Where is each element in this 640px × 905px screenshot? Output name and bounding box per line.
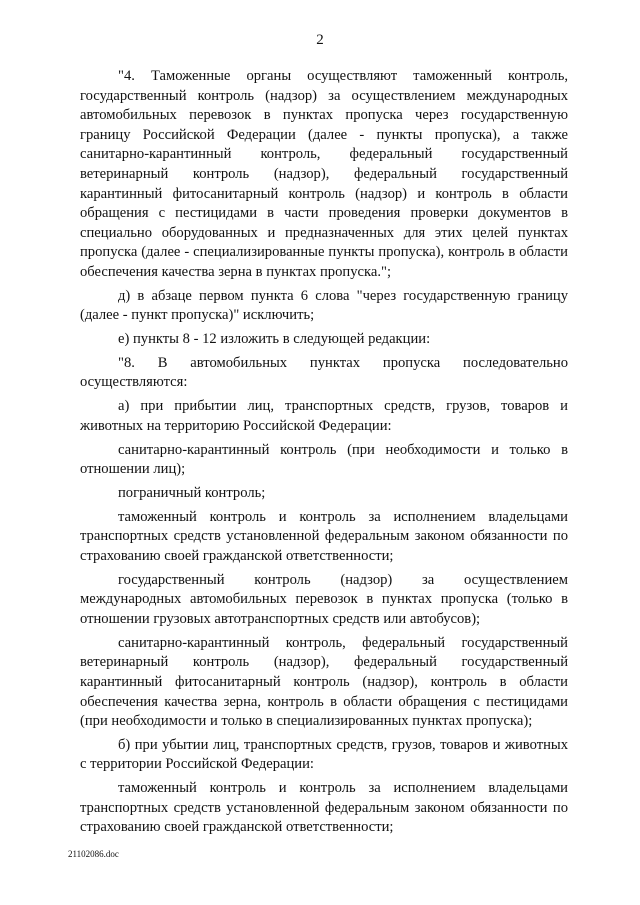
paragraph-sanitary-control: санитарно-карантинный контроль (при необходимости и только в отношении лиц); [80, 441, 568, 478]
document-body [80, 67, 568, 842]
page-number: 2 [316, 32, 324, 48]
paragraph-subitem-d: д) в абзаце первом пункта 6 слова "через государственную границу (далее - пункт пропуска)" исключить; [80, 287, 568, 324]
paragraph-subitem-b-departure: б) при убытии лиц, транспортных средств, грузов, товаров и животных с территории Российской Федерации: [80, 736, 568, 773]
paragraph-specialized-controls: санитарно-карантинный контроль, федеральный государственный ветеринарный контроль (надзор), федеральный государственный карантинный фитосанитарный контроль (надзор), контроль в области обеспечения качества зерна, контроль в области обращения с пестицидами (при необходимости и только в специализированных пунктах пропуска); [80, 634, 568, 730]
paragraph-subitem-e: е) пункты 8 - 12 изложить в следующей редакции: [118, 331, 431, 348]
paragraph-item-4-customs: "4. Таможенные органы осуществляют таможенный контроль, государственный контроль (надзор) за осуществлением международных автомобильных перевозок в пунктах пропуска через государственную границу Российской Федерации (далее - пункты пропуска), а также санитарно-карантинный контроль, федеральный государственный ветеринарный контроль (надзор), федеральный государственный карантинный фитосанитарный контроль (надзор) и контроль в области обращения с пестицидами в части проведения проверки документов в специально оборудованных и предназначенных для этих целей пунктах пропуска (далее - специализированные пункты пропуска), контроль в области обеспечения качества зерна в пунктах пропуска."; [80, 68, 568, 280]
document-code: 21102086.doc [68, 849, 119, 859]
paragraph-item-8: "8. В автомобильных пунктах пропуска последовательно осуществляются: [80, 354, 568, 391]
paragraph-border-control: пограничный контроль; [118, 485, 266, 501]
paragraph-transport-control: государственный контроль (надзор) за осуществлением международных автомобильных перевозок в пунктах пропуска (только в отношении грузовых автотранспортных средств или автобусов); [80, 571, 568, 627]
paragraph-customs-control-departure: таможенный контроль и контроль за исполнением владельцами транспортных средств установленной федеральным законом обязанности по страхованию своей гражданской ответственности; [80, 780, 568, 836]
paragraph-subitem-a-arrival: а) при прибытии лиц, транспортных средств, грузов, товаров и животных на территорию Российской Федерации: [80, 398, 568, 434]
paragraph-customs-control-arrival: таможенный контроль и контроль за исполнением владельцами транспортных средств установленной федеральным законом обязанности по страхованию своей гражданской ответственности; [80, 508, 568, 564]
